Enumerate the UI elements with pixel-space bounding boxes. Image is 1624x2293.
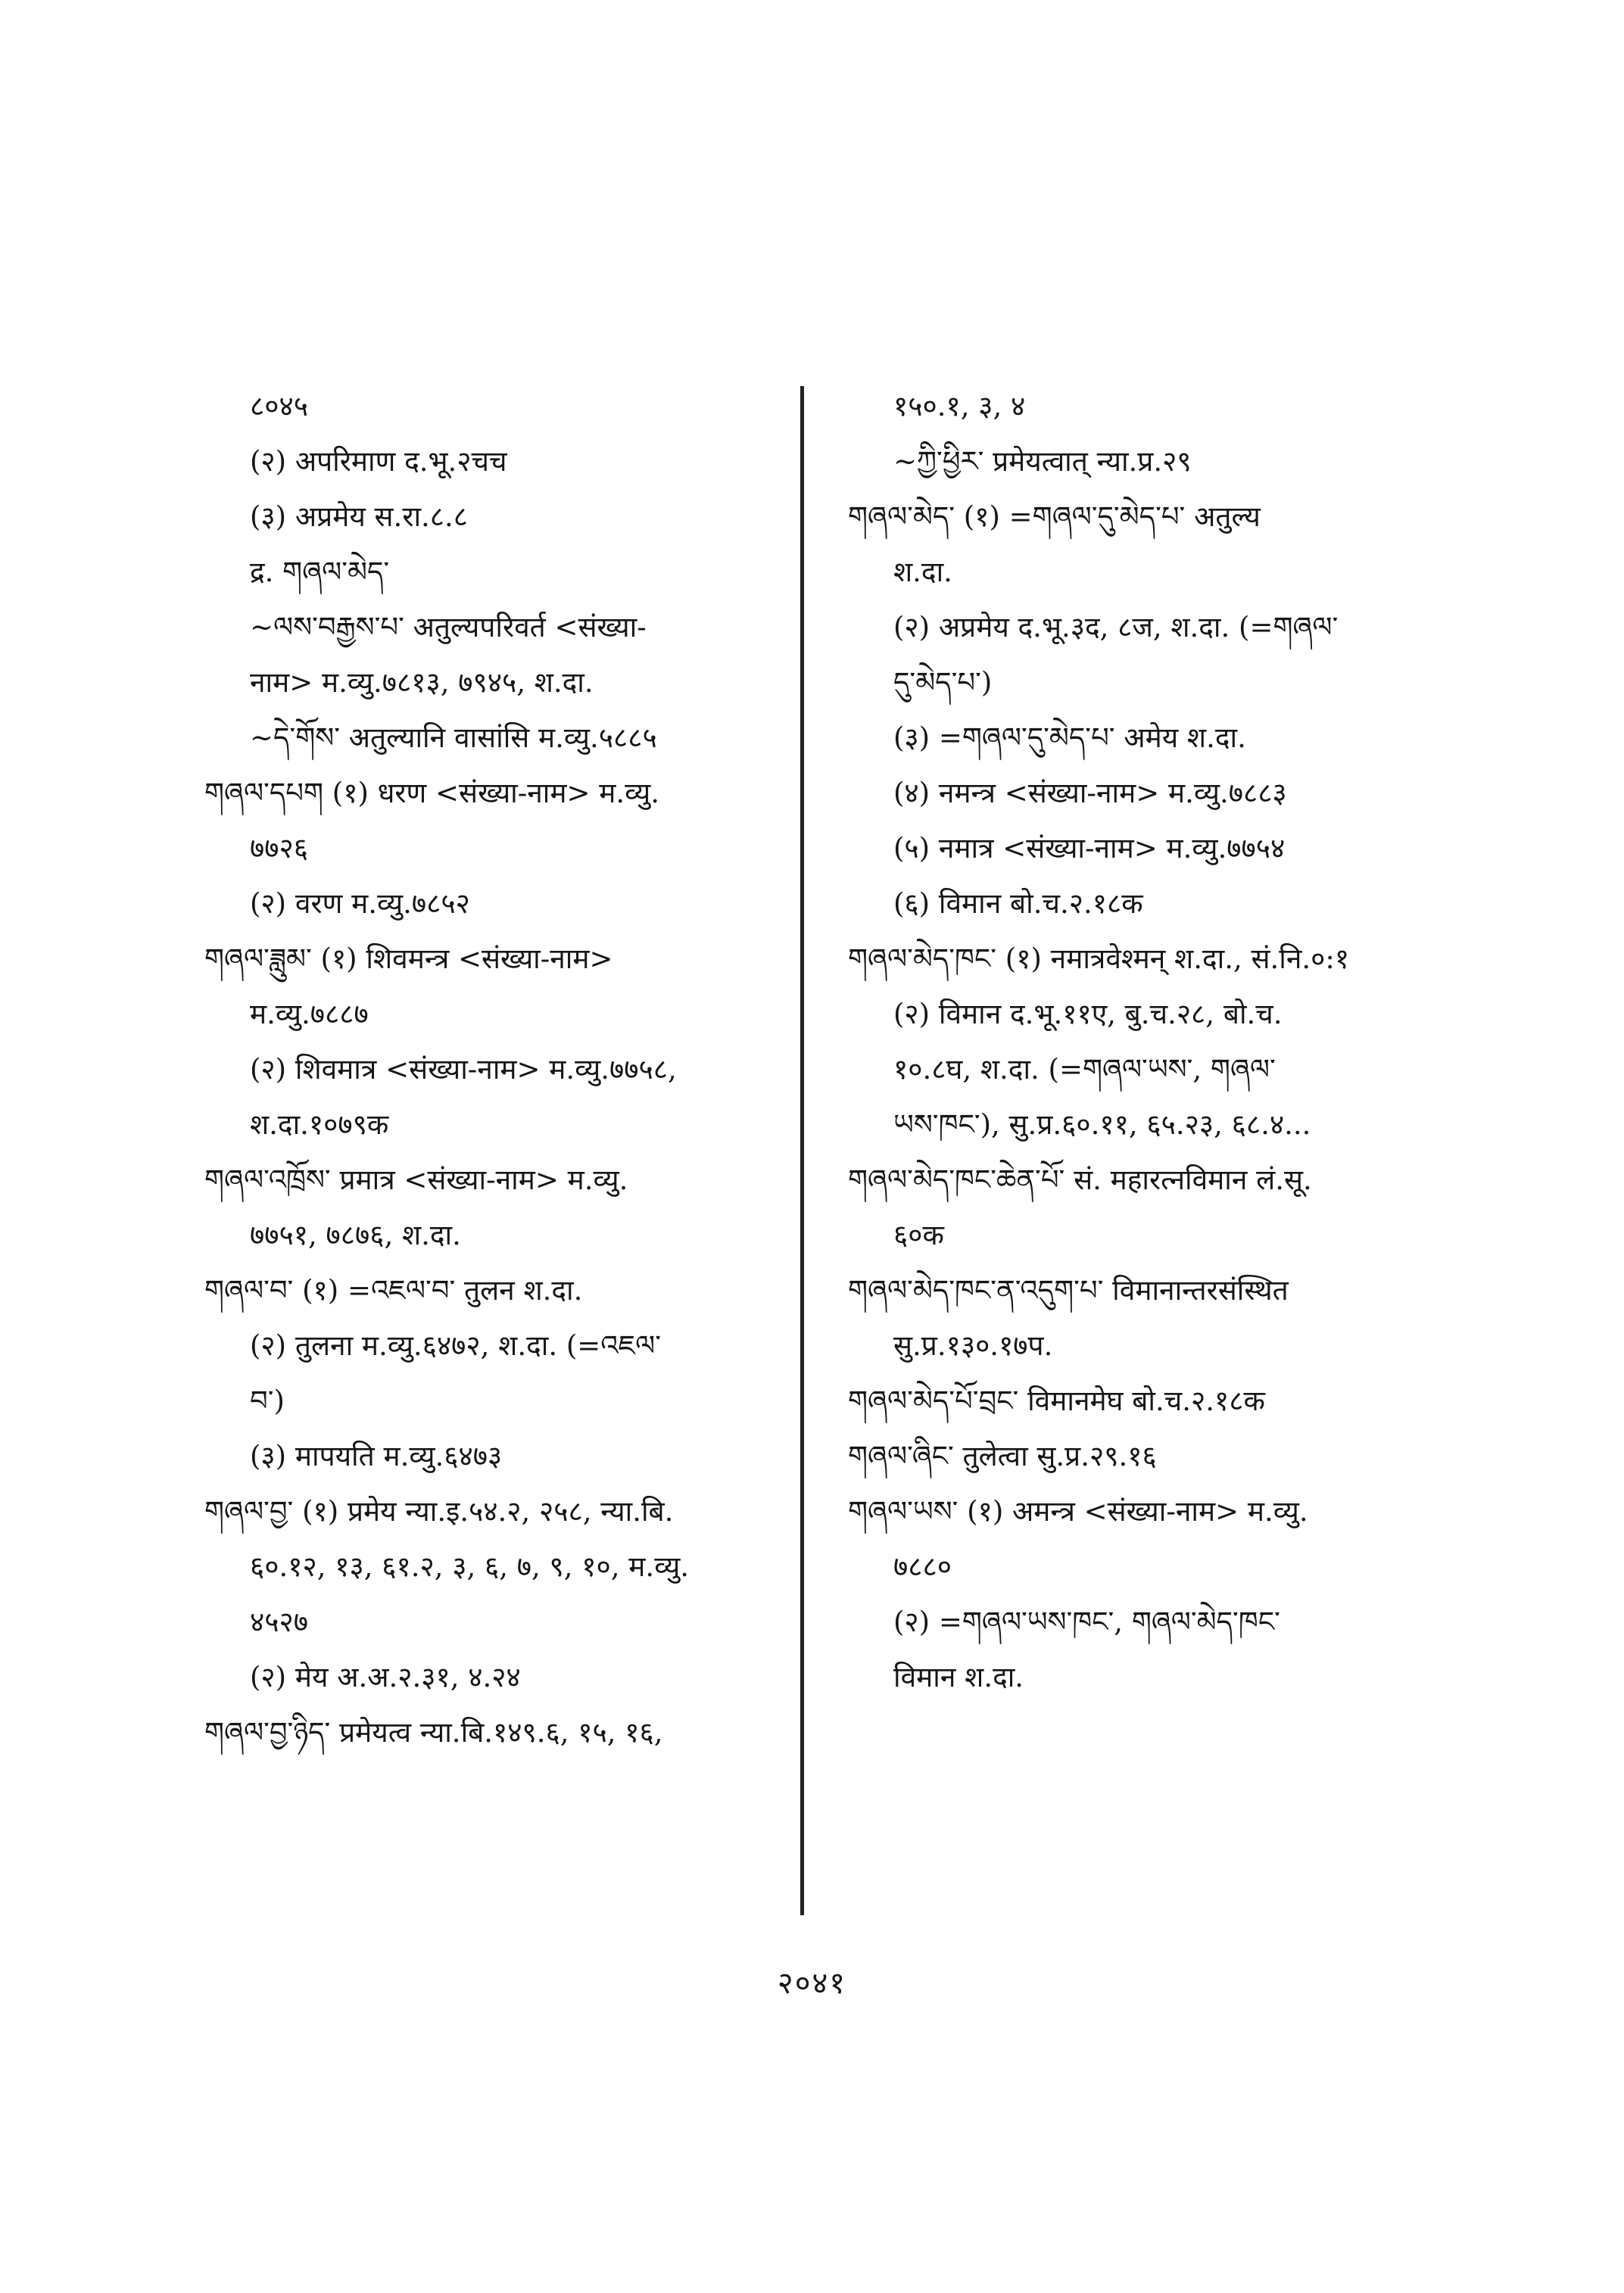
- dictionary-line: བ་): [250, 1385, 285, 1417]
- dictionary-line: १५०.१, ३, ४: [893, 390, 1026, 422]
- dictionary-line: म.व्यु.७८८७: [250, 998, 369, 1030]
- dictionary-line: གཞལ་ཞིང་ तुलेत्वा सु.प्र.२९.१६: [848, 1440, 1157, 1472]
- dictionary-line: (२) वरण म.व्यु.७८५२: [250, 887, 470, 920]
- dictionary-line: (४) नमन्त्र <संख्या-नाम> म.व्यु.७८८३: [893, 777, 1287, 809]
- dictionary-line: (२) शिवमात्र <संख्या-नाम> म.व्यु.७७५८,: [250, 1053, 677, 1086]
- dictionary-line: ~དེ་གོས་ अतुल्यानि वासांसि म.व्यु.५८८५: [250, 721, 657, 754]
- dictionary-line: ७८८०: [893, 1550, 952, 1583]
- dictionary-line: གཞལ་མེད་ཁང་ (१) नमात्रवेश्मन् श.दा., सं.नि.०:१: [848, 942, 1350, 975]
- column-divider: [800, 386, 804, 1915]
- dictionary-line: གཞལ་ཡས་ (१) अमन्त्र <संख्या-नाम> म.व्यु.: [848, 1495, 1308, 1528]
- dictionary-line: ६०क: [893, 1219, 944, 1251]
- dictionary-line: ६०.१२, १३, ६१.२, ३, ६, ७, ९, १०, म.व्यु.: [250, 1550, 690, 1583]
- dictionary-line: གཞལ་འཁྲོས་ प्रमात्र <संख्या-नाम> म.व्यु.: [204, 1164, 628, 1196]
- dictionary-line: དུ་མེད་པ་): [893, 666, 993, 699]
- dictionary-line: གཞལ་མེད་པོ་བྲང་ विमानमेघ बो.च.२.१८क: [848, 1385, 1265, 1417]
- dictionary-line: (२) अपरिमाण द.भू.२चच: [250, 445, 507, 478]
- page-number: २०४१: [777, 1966, 847, 2001]
- left-column: [204, 379, 810, 1760]
- dictionary-line: श.दा.१०७९क: [250, 1108, 389, 1141]
- dictionary-line: གཞལ་མེད་ (१) =གཞལ་དུ་མེད་པ་ अतुल्य: [848, 500, 1261, 533]
- dictionary-line: གཞལ་བྱ་ (१) प्रमेय न्या.इ.५४.२, २५८, न्या.बि.: [204, 1495, 674, 1528]
- dictionary-line: (३) अप्रमेय स.रा.८.८: [250, 500, 469, 533]
- dictionary-line: (२) तुलना म.व्यु.६४७२, श.दा. (=འཇལ་: [250, 1329, 662, 1362]
- dictionary-line: ४५२७: [250, 1606, 308, 1638]
- dictionary-line: (२) मेय अ.अ.२.३१, ४.२४: [250, 1661, 521, 1693]
- dictionary-line: विमान श.दा.: [893, 1661, 1024, 1693]
- dictionary-line: (५) नमात्र <संख्या-नाम> म.व्यु.७७५४: [893, 832, 1286, 865]
- right-column: [848, 379, 1469, 1705]
- dictionary-line: ७७२६: [250, 832, 308, 865]
- dictionary-line: ८०४५: [250, 390, 308, 422]
- dictionary-line: གཞལ་བ་ (१) =འཇལ་བ་ तुलन श.दा.: [204, 1274, 583, 1307]
- dictionary-line: ཡས་ཁང་), सु.प्र.६०.११, ६५.२३, ६८.४...: [893, 1108, 1311, 1141]
- dictionary-line: श.दा.: [893, 556, 952, 588]
- dictionary-line: द्र. གཞལ་མེད་: [250, 556, 390, 588]
- dictionary-line: (३) =གཞལ་དུ་མེད་པ་ अमेय श.दा.: [893, 721, 1246, 754]
- dictionary-line: གཞལ་བྱ་ཉིད་ प्रमेयत्व न्या.बि.१४९.६, १५, १६,: [204, 1716, 663, 1749]
- dictionary-line: ~ཀྱི་ཕྱིར་ प्रमेयत्वात् न्या.प्र.२९: [893, 445, 1192, 478]
- dictionary-line: सु.प्र.१३०.१७प.: [893, 1329, 1053, 1362]
- dictionary-line: (२) विमान द.भू.११ए, बु.च.२८, बो.च.: [893, 998, 1283, 1030]
- dictionary-line: (२) =གཞལ་ཡས་ཁང་, གཞལ་མེད་ཁང་: [893, 1606, 1280, 1638]
- dictionary-line: གཞལ་ཟླུམ་ (१) शिवमन्त्र <संख्या-नाम>: [204, 942, 613, 975]
- dictionary-line: नाम> म.व्यु.७८१३, ७९४५, श.दा.: [250, 666, 594, 699]
- dictionary-line: གཞལ་མེད་ཁང་ཆེན་པོ་ सं. महारत्नविमान लं.सू.: [848, 1164, 1312, 1196]
- dictionary-line: (६) विमान बो.च.२.१८क: [893, 887, 1143, 920]
- dictionary-line: གཞལ་མེད་ཁང་ན་འདུག་པ་ विमानान्तरसंस्थित: [848, 1274, 1289, 1307]
- dictionary-line: ७७५१, ७८७६, श.दा.: [250, 1219, 461, 1251]
- dictionary-line: (२) अप्रमेय द.भू.३द, ८ज, श.दा. (=གཞལ་: [893, 611, 1339, 643]
- dictionary-line: གཞལ་དཔག (१) धरण <संख्या-नाम> म.व्यु.: [204, 777, 660, 809]
- dictionary-line: १०.८घ, श.दा. (=གཞལ་ཡས་, གཞལ་: [893, 1053, 1276, 1086]
- dictionary-line: ~ལས་བརྒྱས་པ་ अतुल्यपरिवर्त <संख्या-: [250, 611, 647, 643]
- dictionary-line: (३) मापयति म.व्यु.६४७३: [250, 1440, 503, 1472]
